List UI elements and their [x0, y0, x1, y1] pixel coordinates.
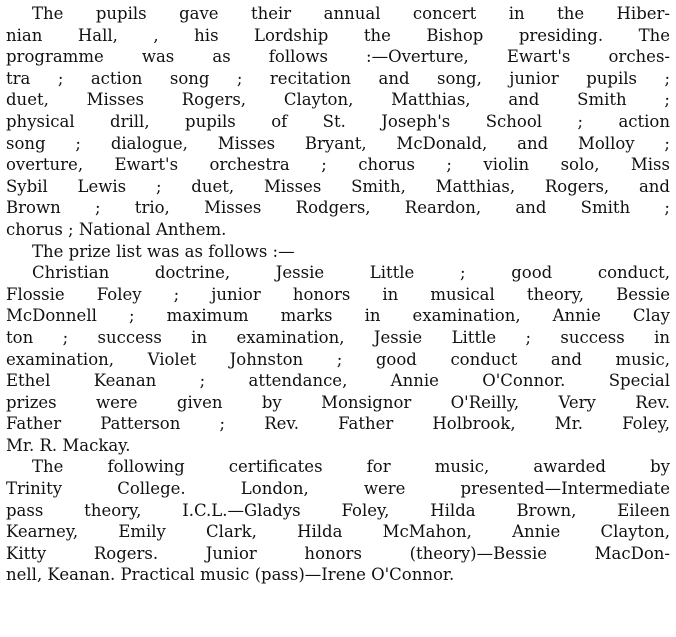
text-line: McDonnell ; maximum marks in examination, Annie Clay	[6, 306, 670, 326]
prize-list-paragraph	[6, 262, 670, 456]
text-line: Father Patterson ; Rev. Father Holbrook, Mr. Foley,	[6, 414, 670, 434]
text-line: duet, Misses Rogers, Clayton, Matthias, and Smith ;	[6, 90, 670, 110]
text-line: The pupils gave their annual concert in the Hiber-	[32, 4, 670, 23]
text-line: Kitty Rogers. Junior honors (theory)—Bessie MacDon-	[6, 543, 670, 563]
text-line: nian Hall, , his Lordship the Bishop presiding. The	[6, 25, 670, 45]
text-line: Mr. R. Mackay.	[6, 435, 131, 455]
certificates-paragraph	[6, 456, 670, 586]
text-line: chorus ; National Anthem.	[6, 219, 227, 239]
text-line: Trinity College. London, were presented—Intermediate	[6, 479, 670, 499]
text-line: Kearney, Emily Clark, Hilda McMahon, Annie Clayton,	[6, 522, 670, 542]
prize-intro-paragraph	[6, 241, 670, 263]
text-line: tra ; action song ; recitation and song, junior pupils ;	[6, 68, 670, 88]
text-line: The prize list was as follows :—	[32, 241, 295, 261]
text-line: nell, Keanan. Practical music (pass)—Irene O'Connor.	[6, 565, 455, 585]
text-line: ton ; success in examination, Jessie Little ; success in	[6, 327, 670, 347]
text-line: Christian doctrine, Jessie Little ; good conduct,	[32, 263, 670, 283]
text-line: prizes were given by Monsignor O'Reilly, Very Rev.	[6, 392, 670, 412]
text-line: song ; dialogue, Misses Bryant, McDonald, and Molloy ;	[6, 133, 670, 153]
concert-paragraph	[6, 3, 670, 241]
text-line: Sybil Lewis ; duet, Misses Smith, Matthias, Rogers, and	[6, 176, 670, 196]
text-line: Ethel Keanan ; attendance, Annie O'Connor. Special	[6, 371, 670, 391]
text-line: examination, Violet Johnston ; good conduct and music,	[6, 349, 670, 369]
text-line: The following certificates for music, awarded by	[32, 457, 670, 477]
text-line: Flossie Foley ; junior honors in musical theory, Bessie	[6, 284, 670, 304]
text-line: Brown ; trio, Misses Rodgers, Reardon, and Smith ;	[6, 198, 670, 218]
text-line: overture, Ewart's orchestra ; chorus ; violin solo, Miss	[6, 155, 670, 175]
text-line: pass theory, I.C.L.—Gladys Foley, Hilda Brown, Eileen	[6, 500, 670, 520]
text-line: physical drill, pupils of St. Joseph's School ; action	[6, 111, 670, 131]
text-line: programme was as follows :—Overture, Ewart's orches-	[6, 47, 670, 67]
